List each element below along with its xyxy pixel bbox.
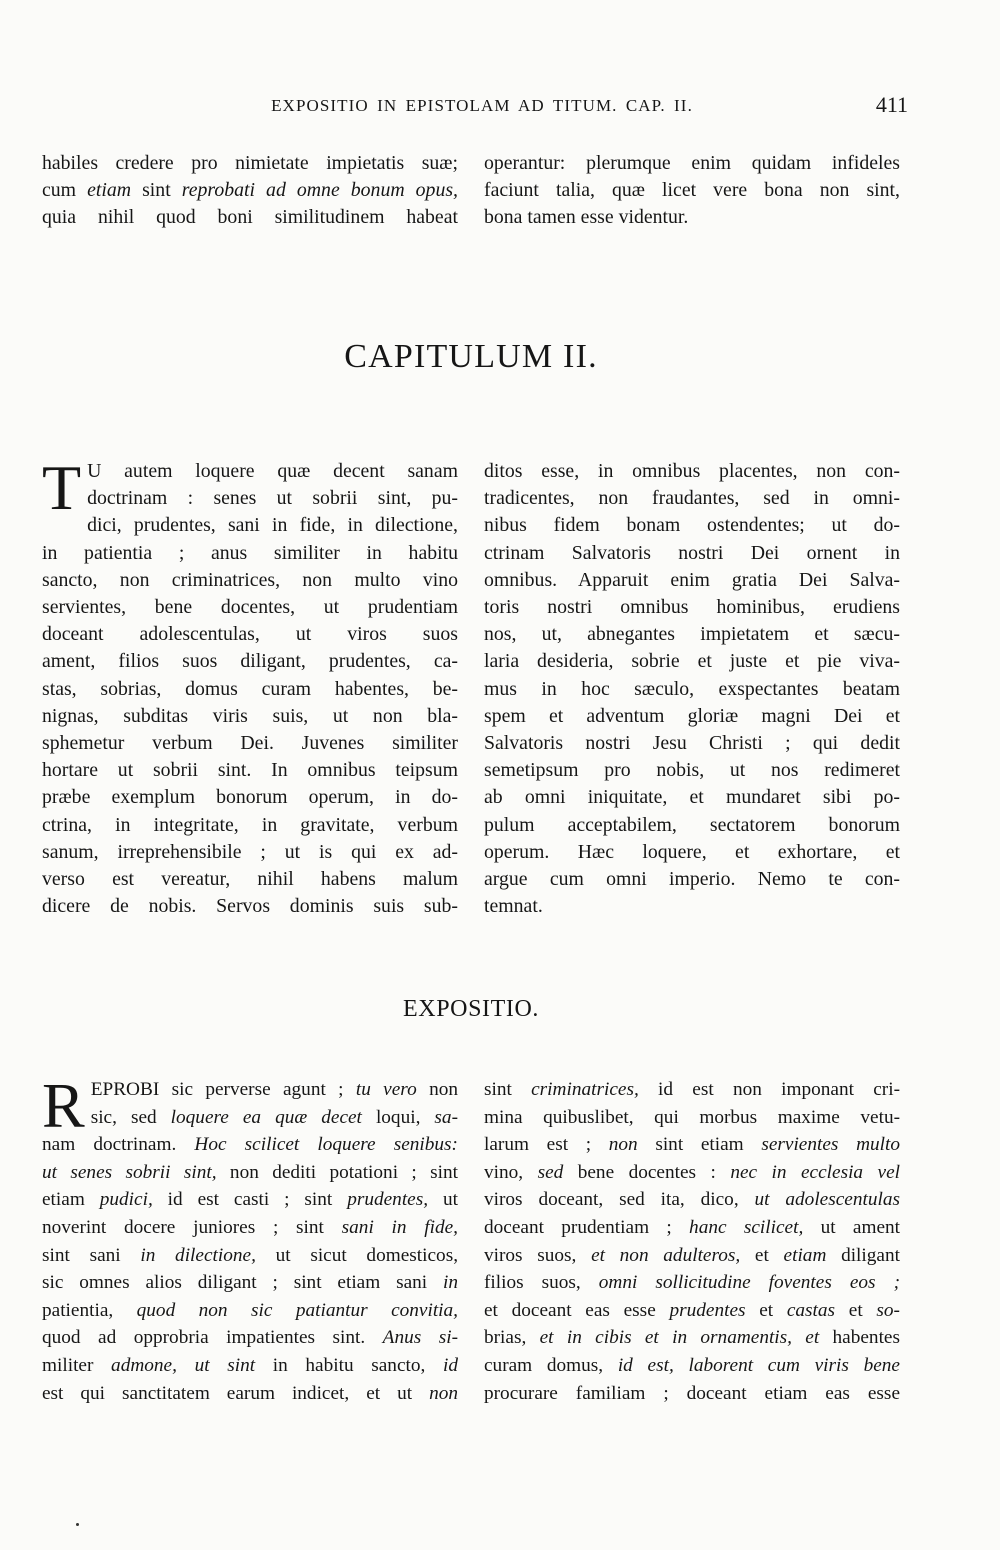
text-line: doceant adolescentulas, ut viros suos bbox=[42, 623, 458, 646]
ink-speck bbox=[76, 1523, 79, 1526]
text-line: mina quibuslibet, qui morbus maxime vetu- bbox=[484, 1106, 900, 1128]
text-line: cum etiam sint reprobati ad omne bonum opus, bbox=[42, 179, 458, 202]
text-line: in patientia ; anus similiter in habitu bbox=[42, 541, 458, 564]
section-title: EXPOSITIO. bbox=[403, 996, 539, 1022]
epistle-left-column bbox=[42, 452, 458, 920]
text-line: noverint docere juniores ; sint sani in fide, bbox=[42, 1216, 458, 1238]
text-line: larum est ; non sint etiam servientes multo bbox=[484, 1134, 900, 1156]
epistle-left-lines bbox=[42, 452, 458, 920]
text-line: filios suos, omni sollicitudine foventes eos ; bbox=[484, 1272, 900, 1294]
text-line: spem et adventum gloriæ magni Dei et bbox=[484, 704, 900, 727]
text-line: quia nihil quod boni similitudinem habeat bbox=[42, 206, 458, 229]
epistle-dropcap: T bbox=[42, 452, 82, 523]
text-line: mus in hoc sæculo, exspectantes beatam bbox=[484, 677, 900, 700]
text-line: dicere de nobis. Servos dominis suis sub- bbox=[42, 895, 458, 918]
text-line: EPROBI sic perverse agunt ; tu vero non bbox=[90, 1079, 458, 1100]
text-line: sint criminatrices, id est non imponant cri- bbox=[484, 1079, 900, 1100]
text-line: bona tamen esse videntur. bbox=[484, 206, 689, 229]
text-line: etiam pudici, id est casti ; sint prudentes, ut bbox=[42, 1189, 458, 1211]
text-line: ab omni iniquitate, et mundaret sibi po- bbox=[484, 786, 900, 809]
text-line: tradicentes, non fraudantes, sed in omni- bbox=[484, 487, 900, 510]
text-line: verso est vereatur, nihil habens malum bbox=[42, 868, 458, 891]
text-line: ament, filios suos diligant, prudentes, ca- bbox=[42, 650, 458, 673]
chapter-title: CAPITULUM II. bbox=[344, 338, 598, 375]
text-line: ctrinam Salvatoris nostri Dei ornent in bbox=[484, 541, 900, 564]
commentary-right-column bbox=[484, 1076, 900, 1407]
text-line: operantur: plerumque enim quidam infideles bbox=[484, 152, 900, 174]
text-line: brias, et in cibis et in ornamentis, et habentes bbox=[484, 1327, 900, 1349]
top-right-column bbox=[484, 150, 900, 232]
text-line: ctrina, in integritate, in gravitate, verbum bbox=[42, 813, 458, 836]
text-line: sphemetur verbum Dei. Juvenes similiter bbox=[42, 732, 458, 755]
text-line: patientia, quod non sic patiantur convitia, bbox=[42, 1299, 458, 1321]
text-line: Salvatoris nostri Jesu Christi ; qui dedit bbox=[484, 732, 900, 755]
text-line: habiles credere pro nimietate impietatis suæ; bbox=[42, 152, 458, 174]
text-line: servientes, bene docentes, ut prudentiam bbox=[42, 596, 458, 619]
commentary-left-lines bbox=[42, 1070, 458, 1407]
text-line: toris nostri omnibus hominibus, erudiens bbox=[484, 596, 900, 619]
running-head bbox=[42, 92, 908, 124]
text-line: omnibus. Apparuit enim gratia Dei Salva- bbox=[484, 568, 900, 591]
text-line: ut senes sobrii sint, non dediti potationi ; sint bbox=[42, 1161, 458, 1183]
text-line: quod ad opprobria impatientes sint. Anus si- bbox=[42, 1327, 458, 1349]
text-line: laria desideria, sobrie et juste et pie viva- bbox=[484, 650, 900, 673]
text-line: nam doctrinam. Hoc scilicet loquere senibus: bbox=[42, 1134, 458, 1156]
text-line: sic omnes alios diligant ; sint etiam sani in bbox=[42, 1272, 458, 1294]
text-line: ditos esse, in omnibus placentes, non con- bbox=[484, 460, 900, 482]
top-left-column bbox=[42, 150, 458, 232]
text-line: nos, ut, abnegantes impietatem et sæcu- bbox=[484, 623, 900, 646]
text-line: doceant prudentiam ; hanc scilicet, ut ament bbox=[484, 1216, 900, 1238]
text-line: nignas, subditas viris suis, ut non bla- bbox=[42, 704, 458, 727]
text-line: sanum, irreprehensibile ; ut is qui ex ad- bbox=[42, 840, 458, 863]
page-number: 411 bbox=[875, 92, 908, 117]
text-line: argue cum omni imperio. Nemo te con- bbox=[484, 868, 900, 891]
text-line: militer admone, ut sint in habitu sancto, id bbox=[42, 1354, 458, 1376]
text-line: viros suos, et non adulteros, et etiam diligant bbox=[484, 1244, 900, 1266]
text-line: nibus fidem bonam ostendentes; ut do- bbox=[484, 514, 900, 537]
text-line: curam domus, id est, laborent cum viris bene bbox=[484, 1354, 900, 1376]
text-line: operum. Hæc loquere, et exhortare, et bbox=[484, 840, 900, 863]
text-line: semetipsum pro nobis, ut nos redimeret bbox=[484, 759, 900, 782]
text-line: faciunt talia, quæ licet vere bona non sint, bbox=[484, 179, 900, 202]
epistle-right-column bbox=[484, 458, 900, 920]
commentary-dropcap: R bbox=[42, 1070, 85, 1141]
text-line: vino, sed bene docentes : nec in ecclesia vel bbox=[484, 1161, 900, 1183]
text-line: sic, sed loquere ea quæ decet loqui, sa- bbox=[90, 1106, 458, 1128]
running-title: EXPOSITIO IN EPISTOLAM AD TITUM. CAP. II. bbox=[271, 96, 693, 115]
text-line: dici, prudentes, sani in fide, in dilectione, bbox=[87, 514, 458, 537]
text-line: viros doceant, sed ita, dico, ut adolescentulas bbox=[484, 1189, 900, 1211]
text-line: stas, sobrias, domus curam habentes, be- bbox=[42, 677, 458, 700]
text-line: sancto, non criminatrices, non multo vino bbox=[42, 568, 458, 591]
text-line: doctrinam : senes ut sobrii sint, pu- bbox=[87, 487, 458, 510]
text-line: præbe exemplum bonorum operum, in do- bbox=[42, 786, 458, 809]
text-line: procurare familiam ; doceant etiam eas esse bbox=[484, 1382, 900, 1404]
text-line: est qui sanctitatem earum indicet, et ut non bbox=[42, 1382, 458, 1404]
text-line: U autem loquere quæ decent sanam bbox=[87, 460, 458, 482]
text-line: pulum acceptabilem, sectatorem bonorum bbox=[484, 813, 900, 836]
text-line: sint sani in dilectione, ut sicut domesticos, bbox=[42, 1244, 458, 1266]
text-line: hortare ut sobrii sint. In omnibus teipsum bbox=[42, 759, 458, 782]
text-line: et doceant eas esse prudentes et castas et so- bbox=[484, 1299, 900, 1321]
commentary-left-column bbox=[42, 1070, 458, 1407]
text-line: temnat. bbox=[484, 895, 543, 918]
